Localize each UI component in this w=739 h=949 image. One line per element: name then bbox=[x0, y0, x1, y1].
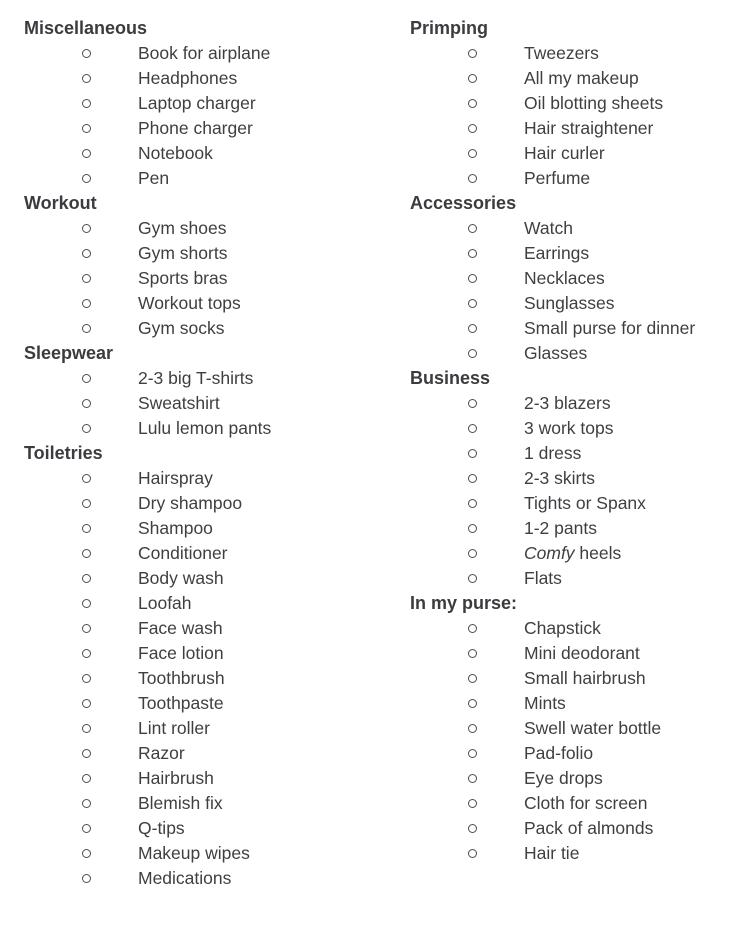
list-item bbox=[410, 766, 730, 791]
circle-bullet-icon bbox=[82, 274, 91, 283]
circle-bullet-icon bbox=[82, 849, 91, 858]
column-right bbox=[410, 16, 730, 891]
list-item-text: Pack of almonds bbox=[524, 818, 654, 838]
list-item bbox=[24, 41, 410, 66]
list-item-text: Hair tie bbox=[524, 843, 580, 863]
list-item-text: Flats bbox=[524, 568, 562, 588]
circle-bullet-icon bbox=[468, 249, 477, 258]
item-list bbox=[410, 616, 730, 866]
list-item-text: Watch bbox=[524, 218, 573, 238]
circle-bullet-icon bbox=[82, 774, 91, 783]
list-item bbox=[24, 391, 410, 416]
list-item bbox=[410, 716, 730, 741]
circle-bullet-icon bbox=[468, 699, 477, 708]
list-item-text: Loofah bbox=[138, 593, 192, 613]
list-item-text: Medications bbox=[138, 868, 232, 888]
circle-bullet-icon bbox=[82, 499, 91, 508]
list-item-text: 1 dress bbox=[524, 443, 582, 463]
list-item bbox=[410, 316, 730, 341]
circle-bullet-icon bbox=[468, 224, 477, 233]
list-item-text: Workout tops bbox=[138, 293, 241, 313]
list-item-text: Razor bbox=[138, 743, 185, 763]
section-header: Business bbox=[410, 368, 491, 388]
circle-bullet-icon bbox=[468, 399, 477, 408]
list-item-text: All my makeup bbox=[524, 68, 639, 88]
list-item bbox=[24, 91, 410, 116]
circle-bullet-icon bbox=[82, 424, 91, 433]
list-item-text: Gym shoes bbox=[138, 218, 227, 238]
list-item bbox=[24, 266, 410, 291]
list-item-text: Toothbrush bbox=[138, 668, 225, 688]
list-item bbox=[410, 741, 730, 766]
list-item bbox=[410, 341, 730, 366]
circle-bullet-icon bbox=[82, 649, 91, 658]
circle-bullet-icon bbox=[82, 699, 91, 708]
list-item-text: Body wash bbox=[138, 568, 224, 588]
section-header: Toiletries bbox=[24, 443, 103, 463]
list-item bbox=[410, 666, 730, 691]
circle-bullet-icon bbox=[82, 674, 91, 683]
list-item-text: Notebook bbox=[138, 143, 213, 163]
section-header: In my purse: bbox=[410, 593, 518, 613]
circle-bullet-icon bbox=[82, 874, 91, 883]
list-item bbox=[24, 416, 410, 441]
circle-bullet-icon bbox=[468, 49, 477, 58]
list-item bbox=[410, 266, 730, 291]
circle-bullet-icon bbox=[468, 824, 477, 833]
list-item-text: Tweezers bbox=[524, 43, 599, 63]
circle-bullet-icon bbox=[468, 524, 477, 533]
circle-bullet-icon bbox=[468, 774, 477, 783]
circle-bullet-icon bbox=[82, 174, 91, 183]
list-item bbox=[24, 216, 410, 241]
list-item bbox=[410, 441, 730, 466]
circle-bullet-icon bbox=[468, 849, 477, 858]
list-item-text: Conditioner bbox=[138, 543, 228, 563]
circle-bullet-icon bbox=[82, 724, 91, 733]
list-item bbox=[410, 566, 730, 591]
list-item-text: Gym shorts bbox=[138, 243, 228, 263]
list-item-text: Pad-folio bbox=[524, 743, 594, 763]
item-list bbox=[24, 366, 410, 441]
list-item-text: Gym socks bbox=[138, 318, 225, 338]
circle-bullet-icon bbox=[82, 224, 91, 233]
list-item bbox=[24, 491, 410, 516]
circle-bullet-icon bbox=[82, 524, 91, 533]
list-item bbox=[410, 641, 730, 666]
list-item bbox=[410, 291, 730, 316]
list-item-text: Glasses bbox=[524, 343, 588, 363]
circle-bullet-icon bbox=[82, 624, 91, 633]
circle-bullet-icon bbox=[82, 299, 91, 308]
list-item-text: Hair curler bbox=[524, 143, 605, 163]
list-item-text: Mints bbox=[524, 693, 566, 713]
list-item bbox=[410, 216, 730, 241]
section-header: Sleepwear bbox=[24, 343, 114, 363]
list-item-text: Face wash bbox=[138, 618, 223, 638]
item-list bbox=[410, 216, 730, 366]
list-item-text: Oil blotting sheets bbox=[524, 93, 664, 113]
item-list bbox=[410, 391, 730, 591]
list-item bbox=[24, 291, 410, 316]
list-item bbox=[410, 516, 730, 541]
list-item bbox=[410, 391, 730, 416]
circle-bullet-icon bbox=[82, 124, 91, 133]
circle-bullet-icon bbox=[468, 124, 477, 133]
circle-bullet-icon bbox=[82, 474, 91, 483]
circle-bullet-icon bbox=[468, 424, 477, 433]
list-item bbox=[410, 91, 730, 116]
list-item bbox=[410, 491, 730, 516]
list-item-text: Eye drops bbox=[524, 768, 603, 788]
list-item bbox=[24, 566, 410, 591]
circle-bullet-icon bbox=[82, 549, 91, 558]
list-item-text: Sports bras bbox=[138, 268, 228, 288]
list-item bbox=[410, 66, 730, 91]
circle-bullet-icon bbox=[468, 799, 477, 808]
list-item-text: Face lotion bbox=[138, 643, 224, 663]
list-item bbox=[410, 241, 730, 266]
list-item-text: 2-3 blazers bbox=[524, 393, 611, 413]
circle-bullet-icon bbox=[82, 749, 91, 758]
list-item-text: Pen bbox=[138, 168, 170, 188]
list-item bbox=[24, 866, 410, 891]
list-item bbox=[24, 741, 410, 766]
list-item-text: 2-3 skirts bbox=[524, 468, 595, 488]
circle-bullet-icon bbox=[82, 599, 91, 608]
circle-bullet-icon bbox=[468, 349, 477, 358]
item-list bbox=[410, 41, 730, 191]
list-item-text: Dry shampoo bbox=[138, 493, 243, 513]
circle-bullet-icon bbox=[468, 74, 477, 83]
list-item bbox=[410, 541, 730, 566]
list-item-text: Lint roller bbox=[138, 718, 210, 738]
section-header: Workout bbox=[24, 193, 97, 213]
list-item bbox=[410, 466, 730, 491]
list-item bbox=[24, 841, 410, 866]
list-item-text: Small hairbrush bbox=[524, 668, 646, 688]
list-item bbox=[410, 141, 730, 166]
list-item-text: Mini deodorant bbox=[524, 643, 640, 663]
circle-bullet-icon bbox=[468, 624, 477, 633]
list-item-text: Makeup wipes bbox=[138, 843, 250, 863]
list-item bbox=[24, 666, 410, 691]
list-item-text: Phone charger bbox=[138, 118, 253, 138]
list-item-text: Headphones bbox=[138, 68, 238, 88]
circle-bullet-icon bbox=[468, 174, 477, 183]
list-item bbox=[24, 541, 410, 566]
list-item bbox=[24, 116, 410, 141]
section-header: Accessories bbox=[410, 193, 517, 213]
list-item-text: 3 work tops bbox=[524, 418, 614, 438]
circle-bullet-icon bbox=[468, 99, 477, 108]
list-item-text: Cloth for screen bbox=[524, 793, 648, 813]
list-item bbox=[24, 166, 410, 191]
list-item-text: Q-tips bbox=[138, 818, 185, 838]
list-item bbox=[24, 66, 410, 91]
list-item bbox=[24, 816, 410, 841]
list-item-text: 1-2 pants bbox=[524, 518, 597, 538]
list-item-text: Toothpaste bbox=[138, 693, 224, 713]
item-list bbox=[24, 216, 410, 341]
list-item-text: Laptop charger bbox=[138, 93, 256, 113]
list-item-text: Book for airplane bbox=[138, 43, 271, 63]
list-item bbox=[410, 791, 730, 816]
list-item-text: Comfy heels bbox=[524, 543, 622, 563]
circle-bullet-icon bbox=[82, 824, 91, 833]
list-item bbox=[24, 716, 410, 741]
list-item-text: Hairspray bbox=[138, 468, 213, 488]
list-item bbox=[24, 316, 410, 341]
list-item-text: Small purse for dinner bbox=[524, 318, 696, 338]
circle-bullet-icon bbox=[82, 374, 91, 383]
list-item bbox=[24, 141, 410, 166]
section-header: Primping bbox=[410, 18, 489, 38]
list-item-text: Necklaces bbox=[524, 268, 605, 288]
list-item bbox=[410, 41, 730, 66]
list-item-text: Hairbrush bbox=[138, 768, 214, 788]
list-item bbox=[410, 116, 730, 141]
list-item bbox=[410, 816, 730, 841]
list-item bbox=[24, 616, 410, 641]
list-item-text: Earrings bbox=[524, 243, 590, 263]
item-list bbox=[24, 466, 410, 891]
list-item-text: Chapstick bbox=[524, 618, 601, 638]
list-item-text: Lulu lemon pants bbox=[138, 418, 272, 438]
circle-bullet-icon bbox=[82, 399, 91, 408]
list-item-text: Tights or Spanx bbox=[524, 493, 646, 513]
circle-bullet-icon bbox=[468, 749, 477, 758]
circle-bullet-icon bbox=[468, 674, 477, 683]
list-item bbox=[410, 841, 730, 866]
list-item bbox=[24, 791, 410, 816]
list-item bbox=[24, 366, 410, 391]
list-item bbox=[410, 691, 730, 716]
list-item bbox=[24, 466, 410, 491]
circle-bullet-icon bbox=[468, 549, 477, 558]
list-item bbox=[24, 591, 410, 616]
list-item bbox=[24, 516, 410, 541]
list-item bbox=[410, 416, 730, 441]
list-item-text: Sweatshirt bbox=[138, 393, 220, 413]
list-item bbox=[24, 691, 410, 716]
list-item bbox=[410, 166, 730, 191]
circle-bullet-icon bbox=[82, 74, 91, 83]
list-item bbox=[24, 641, 410, 666]
circle-bullet-icon bbox=[82, 49, 91, 58]
list-item bbox=[24, 766, 410, 791]
list-item-text: Perfume bbox=[524, 168, 591, 188]
circle-bullet-icon bbox=[468, 324, 477, 333]
circle-bullet-icon bbox=[468, 474, 477, 483]
list-item-text: 2-3 big T-shirts bbox=[138, 368, 254, 388]
circle-bullet-icon bbox=[468, 649, 477, 658]
circle-bullet-icon bbox=[468, 449, 477, 458]
circle-bullet-icon bbox=[82, 324, 91, 333]
list-item-text: Hair straightener bbox=[524, 118, 654, 138]
circle-bullet-icon bbox=[82, 149, 91, 158]
list-item-text: Blemish fix bbox=[138, 793, 223, 813]
list-item-text: Sunglasses bbox=[524, 293, 615, 313]
circle-bullet-icon bbox=[468, 499, 477, 508]
circle-bullet-icon bbox=[82, 799, 91, 808]
section-header: Miscellaneous bbox=[24, 18, 148, 38]
item-list bbox=[24, 41, 410, 191]
circle-bullet-icon bbox=[468, 724, 477, 733]
circle-bullet-icon bbox=[468, 574, 477, 583]
circle-bullet-icon bbox=[468, 299, 477, 308]
circle-bullet-icon bbox=[82, 249, 91, 258]
list-item-text: Swell water bottle bbox=[524, 718, 662, 738]
circle-bullet-icon bbox=[82, 99, 91, 108]
list-item-text: Shampoo bbox=[138, 518, 213, 538]
circle-bullet-icon bbox=[82, 574, 91, 583]
list-item bbox=[410, 616, 730, 641]
circle-bullet-icon bbox=[468, 149, 477, 158]
column-left bbox=[24, 16, 410, 891]
circle-bullet-icon bbox=[468, 274, 477, 283]
list-item bbox=[24, 241, 410, 266]
